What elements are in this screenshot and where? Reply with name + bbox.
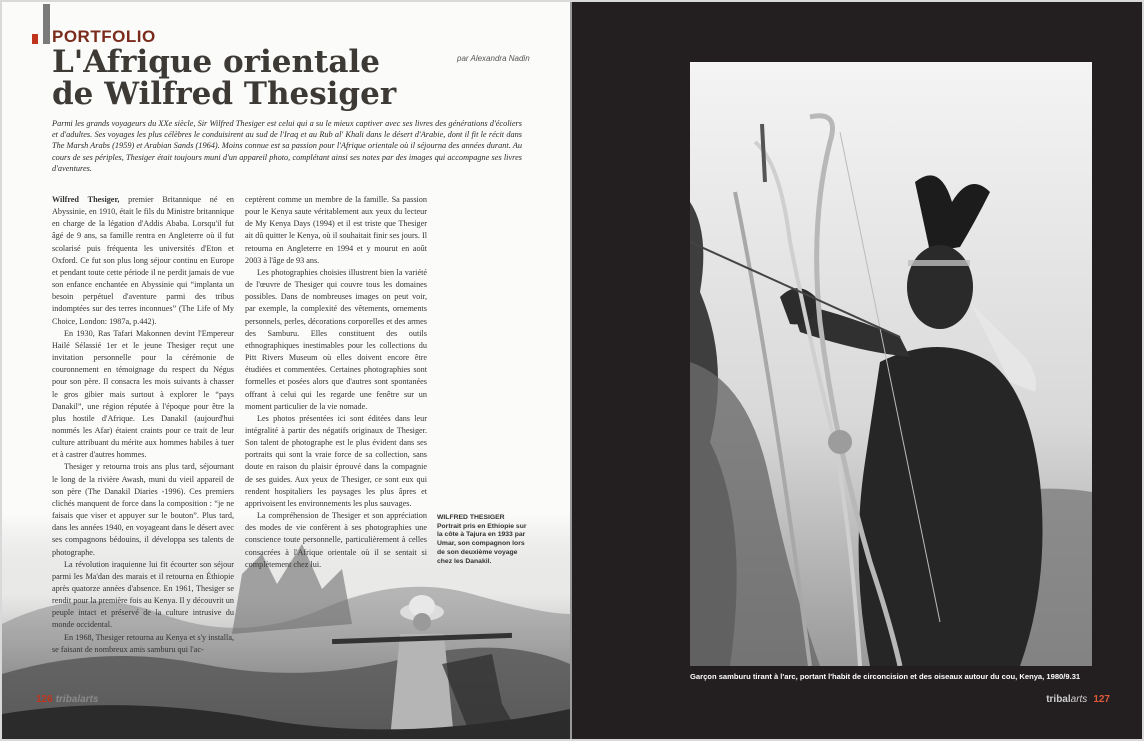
right-page	[572, 2, 1142, 739]
section-marker-bar	[43, 4, 50, 44]
samburu-archer-photo	[690, 62, 1092, 666]
page-number: 126	[36, 694, 53, 705]
paragraph: En 1968, Thesiger retourna au Kenya et s'y installa, se faisant de nombreux amis samburu qui l'ac-	[52, 632, 234, 654]
photo-caption-left	[437, 514, 527, 566]
brand-bold: tribal	[1046, 694, 1071, 705]
brand-italic: arts	[1070, 694, 1088, 705]
paragraph: En 1930, Ras Tafari Makonnen devint l'Empereur Hailé Sélassié 1er et le jeune Thesiger reçut une invitation personnelle pour la cérémonie de couronnement en témoignage du respect du Négus pour son père. Il consacra les mois suivants à chasser le gros gibier mais surtout à explorer le “pays Danakil”, une région réputée à l'époque pour être la plus hostile d'Afrique. Les Danakil (aujourd'hui nommés les Afar) étaient craints pour ce trait de leur culture attribuant du mérite aux hommes habiles à tuer et à castrer d'autres hommes.	[52, 328, 234, 460]
paragraph: Thesiger y retourna trois ans plus tard, séjournant le long de la rivière Awash, muni du vieil appareil de son père (The Danakil Diaries -1996). Ces premiers clichés manquent de force dans la composition : “je ne faisais que viser et appuyer sur le bouton”. Plus tard, dans les années 1940, en voyageant dans le désert avec ses compagnons bédouins, il développa ses talents de photographe.	[52, 462, 234, 557]
left-page	[2, 2, 570, 739]
section-marker-accent	[32, 34, 38, 44]
section-label: PORTFOLIO	[52, 27, 156, 46]
page-number: 127	[1093, 694, 1110, 705]
intro-paragraph: Parmi les grands voyageurs du XXe siècle, Sir Wilfred Thesiger est celui qui a su le mieux captiver avec ses livres des générations d'écoliers et d'adultes. Ses voyages les plus célèbres le conduisirent au sud de l'Iraq et au Rub al' Khali dans le désert d'Arabie, dont il fit le récit dans The Marsh Arabs (1959) et Arabian Sands (1964). Moins connue est sa passion pour l'Afrique orientale où il séjourna des années durant. Au cours de ses périples, Thesiger était toujours muni d'un appareil photo, complétant ainsi ses notes par des images qui accompagne ses livres d'aventures.	[52, 119, 522, 173]
magazine-brand: tribalarts	[55, 694, 99, 705]
page-folio-right	[1046, 694, 1110, 705]
text-column-1	[52, 194, 234, 656]
archer-photo-image	[690, 62, 1092, 666]
paragraph: premier Britannique né en Abyssinie, en 1910, était le fils du Ministre britannique en charge de la légation d'Addis Ababa. Lorsqu'il fut âgé de 9 ans, sa famille rentra en Angleterre où il fut scolarisé puis fréquenta les universités d'Eton et Oxford. Ce fut son plus long séjour continu en Europe et pendant toute cette période il ne perdit jamais de vue son enfance enchantée en Abyssinie qui “implanta un besoin perpétuel d'aventure parmi des tribus indomptées sur des terres inconnues” (The Life of My Choice, London: 1987a, p.442).	[52, 195, 234, 326]
photo-caption-right: Garçon samburu tirant à l'arc, portant l'habit de circoncision et des oiseaux autour du cou, Kenya, 1980/9.31	[690, 672, 1081, 681]
paragraph: Les photographies choisies illustrent bien la variété de l'œuvre de Thesiger qui couvre tous les domaines possibles. Dans de nombreuses images on peut voir, par exemple, la complexité des vêtements, ornements personnels, perles, décorations corporelles et des armes des Samburu. Elles constituent des outils ethnographiques inestimables pour les collections du Pitt Rivers Museum où elles doivent encore être étudiées et commentées. Certaines photographies sont formelles et posées alors que d'autres sont spontanées offrant à celui qui les regarde une fenêtre sur un moment particulier de la vie nomade.	[245, 267, 427, 411]
lead-name: Wilfred Thesiger,	[52, 195, 120, 204]
article-title: L'Afrique orientale de Wilfred Thesiger	[52, 44, 397, 112]
text-column-2	[245, 194, 427, 571]
page-folio-left	[36, 694, 98, 705]
paragraph: ceptèrent comme un membre de la famille. Sa passion pour le Kenya saute véritablement aux yeux du lecteur de My Kenya Days (1994) et il est triste que Thesiger ait dû quitter le Kenya, où il souhaitait finir ses jours. Il retourna en Angleterre en 1994 et y mourut en août 2003 à l'âge de 93 ans.	[245, 195, 427, 265]
paragraph: La révolution iraquienne lui fit écourter son séjour parmi les Ma'dan des marais et il retourna en Éthiopie après quatorze années d'absence. En 1961, Thesiger se rendit pour la première fois au Kenya. Il y découvrit un peuple intact et préservé de la culture intrusive du monde occidental.	[52, 559, 234, 630]
caption-name: WILFRED THESIGER	[437, 514, 505, 521]
paragraph: La compréhension de Thesiger et son appréciation des modes de vie confèrent à ses photographies une conscience toute personnelle, particulièrement à celles consacrées à l'Afrique orientale où il se sentait si complètement chez lui.	[245, 511, 427, 569]
paragraph: Les photos présentées ici sont éditées dans leur intégralité à partir des négatifs originaux de Thesiger. Son talent de photographe est le plus évident dans ses portraits qui sont la vraie force de sa collection, sans doute en raison du plaisir éprouvé dans la compagnie de ses guides. Aux yeux de Thesiger, ce sont eux qui rendent hospitaliers les paysages les plus âpres et apprivoisent les environnements les plus sauvages.	[245, 413, 427, 508]
caption-text: Portrait pris en Ethiopie sur la côte à Tajura en 1933 par Umar, son compagnon lors de son deuxième voyage chez les Danakil.	[437, 522, 527, 565]
byline: par Alexandra Nadin	[457, 54, 530, 63]
